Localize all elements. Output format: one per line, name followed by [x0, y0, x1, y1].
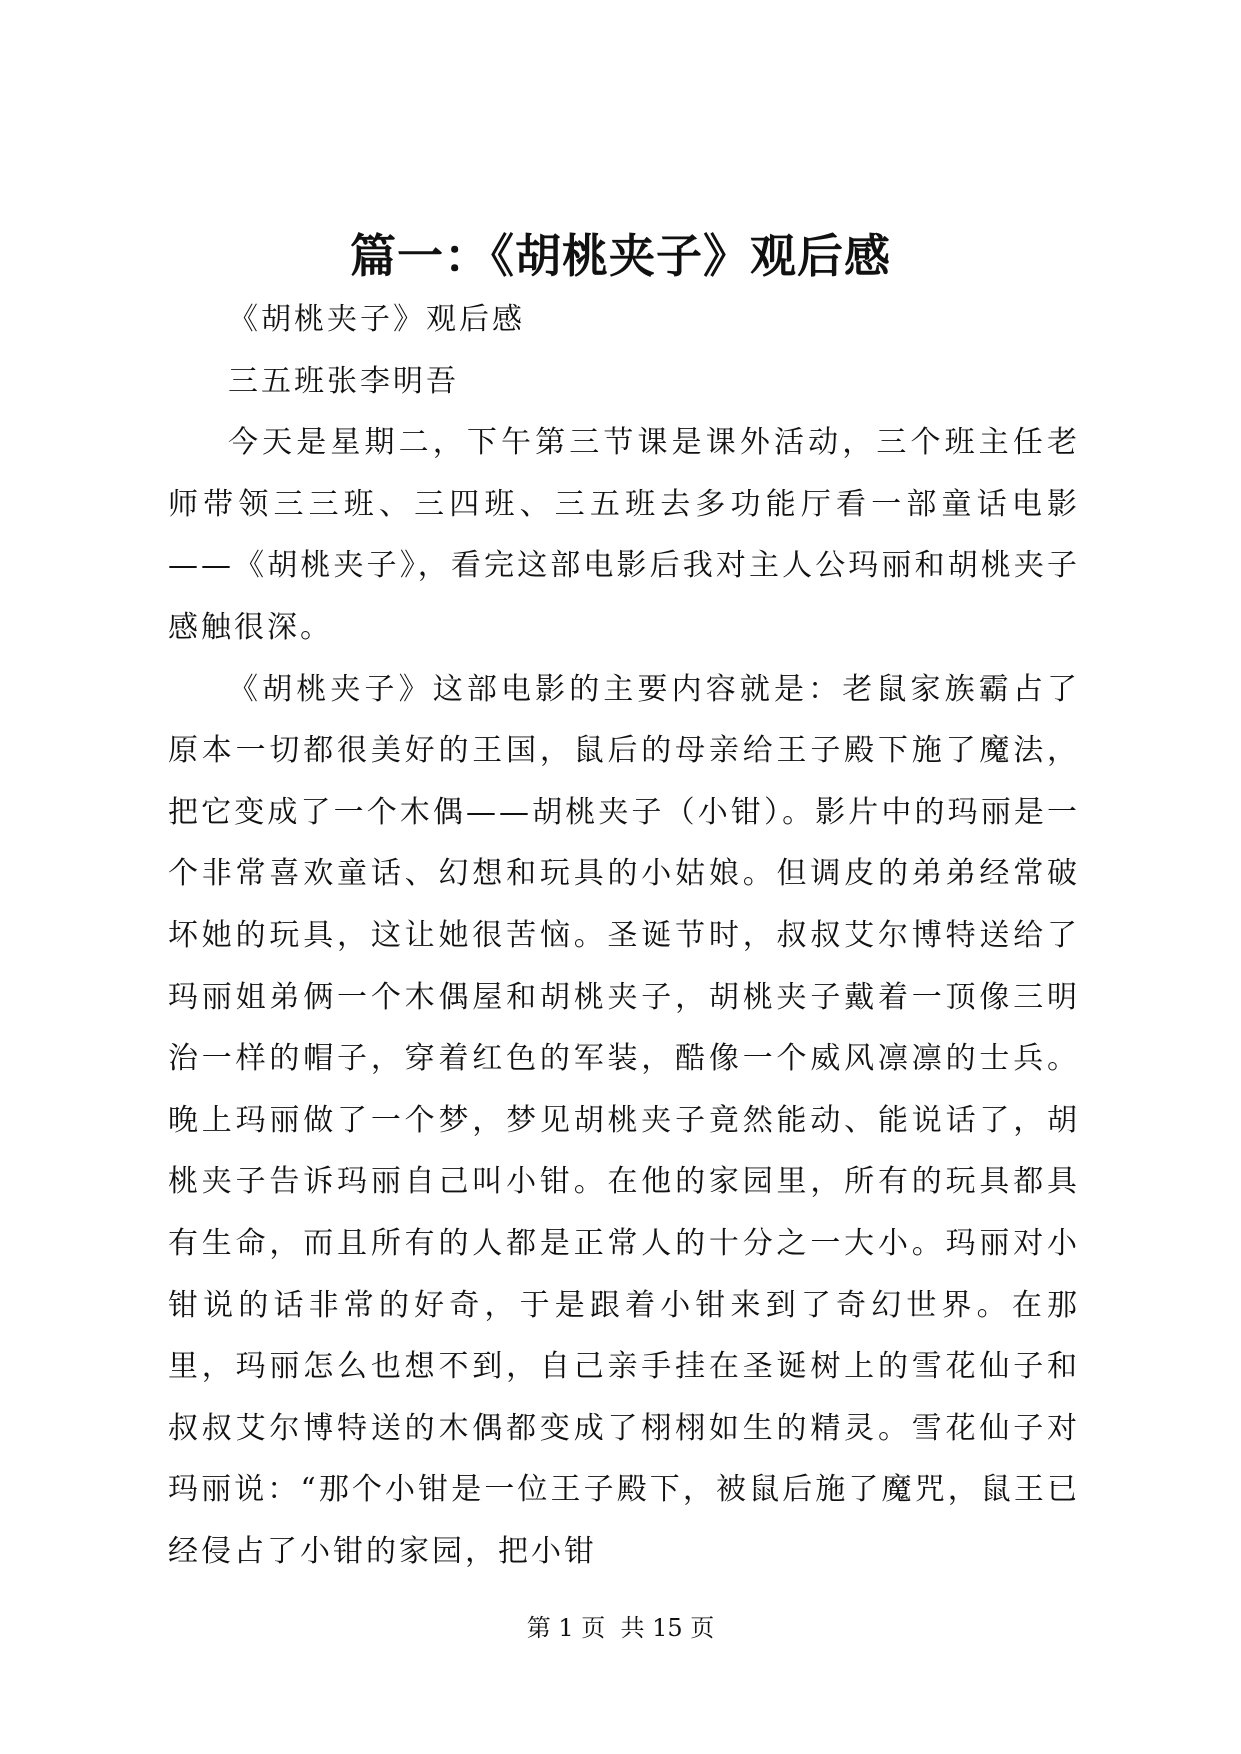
document-body [168, 289, 1080, 1582]
document-title: 篇一：《胡桃夹子》观后感 [350, 229, 891, 283]
page-footer [0, 1612, 1241, 1644]
paragraph-author: 三五班张李明吾 [228, 363, 459, 399]
paragraph-content: 《胡桃夹子》这部电影的主要内容就是：老鼠家族霸占了原本一切都很美好的王国，鼠后的母亲给王子殿下施了魔法，把它变成了一个木偶——胡桃夹子（小钳）。影片中的玛丽是一个非常喜欢童话、幻想和玩具的小姑娘。但调皮的弟弟经常破坏她的玩具，这让她很苦恼。圣诞节时，叔叔艾尔博特送给了玛丽姐弟俩一个木偶屋和胡桃夹子，胡桃夹子戴着一顶像三明治一样的帽子，穿着红色的军装，酷像一个威风凛凛的士兵。晚上玛丽做了一个梦，梦见胡桃夹子竟然能动、能说话了，胡桃夹子告诉玛丽自己叫小钳。在他的家园里，所有的玩具都具有生命，而且所有的人都是正常人的十分之一大小。玛丽对小钳说的话非常的好奇，于是跟着小钳来到了奇幻世界。在那里，玛丽怎么也想不到，自己亲手挂在圣诞树上的雪花仙子和叔叔艾尔博特送的木偶都变成了栩栩如生的精灵。雪花仙子对玛丽说：“那个小钳是一位王子殿下，被鼠后施了魔咒，鼠王已经侵占了小钳的家园，把小钳 [168, 671, 1080, 1569]
paragraph-intro: 今天是星期二，下午第三节课是课外活动，三个班主任老师带领三三班、三四班、三五班去多功能厅看一部童话电影——《胡桃夹子》，看完这部电影后我对主人公玛丽和胡桃夹子感触很深。 [168, 425, 1080, 645]
page-number-label: 第 1 页 共 15 页 [526, 1614, 715, 1642]
paragraph-subtitle: 《胡桃夹子》观后感 [228, 302, 525, 337]
